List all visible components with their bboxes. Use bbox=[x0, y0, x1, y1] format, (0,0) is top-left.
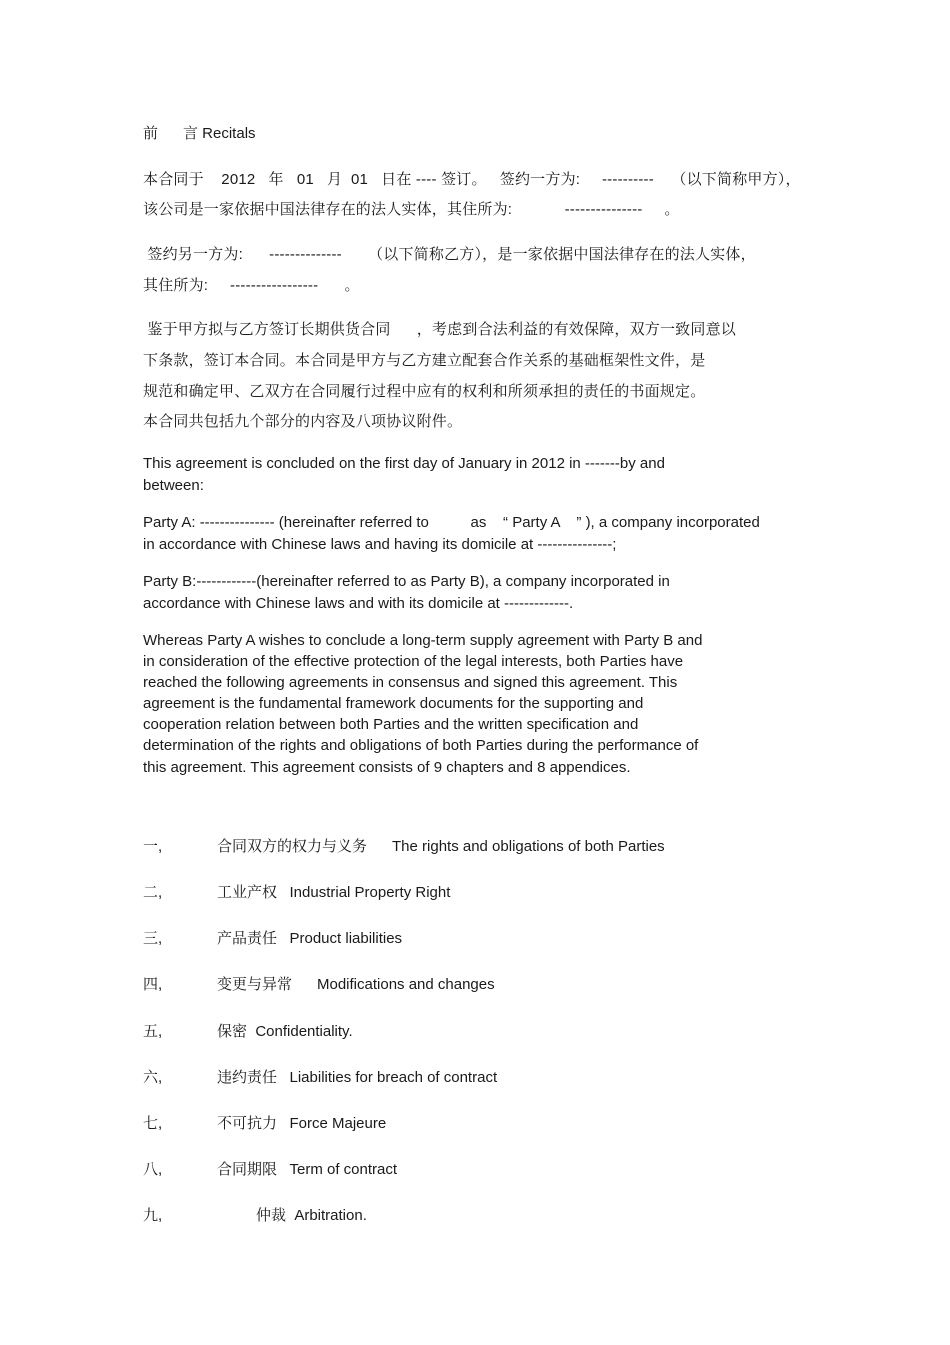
en-p4-line-2: in consideration of the effective protection of the legal interests, both Parties have bbox=[143, 653, 684, 670]
toc-number: 一, bbox=[143, 838, 163, 855]
toc-title: 变更与异常 Modifications and changes bbox=[217, 976, 495, 993]
toc-number: 六, bbox=[143, 1069, 163, 1086]
toc-title: 工业产权 Industrial Property Right bbox=[217, 884, 451, 901]
en-p4-line-7: this agreement. This agreement consists of 9 chapters and 8 appendices. bbox=[143, 759, 631, 776]
toc-number: 九, bbox=[143, 1207, 163, 1224]
zh-p3-line-3: 规范和确定甲、乙双方在合同履行过程中应有的权利和所须承担的责任的书面规定。 bbox=[143, 383, 706, 400]
toc-number: 二, bbox=[143, 884, 163, 901]
en-p4-line-4: agreement is the fundamental framework documents for the supporting and bbox=[143, 695, 644, 712]
en-p4-line-3: reached the following agreements in consensus and signed this agreement. This bbox=[143, 674, 678, 691]
en-p1-line-1: This agreement is concluded on the first day of January in 2012 in -------by and bbox=[143, 455, 665, 472]
en-p3-line-2: accordance with Chinese laws and with its domicile at -------------. bbox=[143, 595, 574, 612]
recitals-heading: 前 言 Recitals bbox=[143, 125, 256, 142]
toc-title: 不可抗力 Force Majeure bbox=[217, 1115, 387, 1132]
en-p4-line-1: Whereas Party A wishes to conclude a long-term supply agreement with Party B and bbox=[143, 632, 703, 649]
toc-title: 产品责任 Product liabilities bbox=[217, 930, 403, 947]
en-p1-line-2: between: bbox=[143, 477, 204, 494]
zh-p2-line-2: 其住所为: ----------------- 。 bbox=[143, 277, 360, 294]
toc-number: 五, bbox=[143, 1023, 163, 1040]
toc-title: 保密 Confidentiality. bbox=[217, 1023, 353, 1040]
en-p2-line-1: Party A: --------------- (hereinafter referred to as “ Party A ” ), a company incorporated bbox=[143, 514, 760, 531]
en-p2-line-2: in accordance with Chinese laws and having its domicile at ---------------; bbox=[143, 536, 617, 553]
zh-p1-line-2: 该公司是一家依据中国法律存在的法人实体，其住所为: --------------- 。 bbox=[143, 201, 680, 218]
en-p4-line-5: cooperation relation between both Parties and the written specification and bbox=[143, 716, 639, 733]
toc-title: 合同期限 Term of contract bbox=[217, 1161, 398, 1178]
zh-p3-line-1: 鉴于甲方拟与乙方签订长期供货合同 ，考虑到合法利益的有效保障，双方一致同意以 bbox=[143, 321, 736, 338]
toc-number: 七, bbox=[143, 1115, 163, 1132]
toc-title: 合同双方的权力与义务 The rights and obligations of both Parties bbox=[217, 838, 665, 855]
toc-title: 仲裁 Arbitration. bbox=[256, 1207, 367, 1224]
zh-p3-line-4: 本合同共包括九个部分的内容及八项协议附件。 bbox=[143, 413, 463, 430]
zh-p3-line-2: 下条款，签订本合同。本合同是甲方与乙方建立配套合作关系的基础框架性文件，是 bbox=[143, 352, 706, 369]
en-p4-line-6: determination of the rights and obligations of both Parties during the performance of bbox=[143, 737, 699, 754]
toc-title: 违约责任 Liabilities for breach of contract bbox=[217, 1069, 498, 1086]
zh-p2-line-1: 签约另一方为: -------------- （以下简称乙方），是一家依据中国法律存在的法人实体， bbox=[143, 246, 756, 263]
en-p3-line-1: Party B:------------(hereinafter referred to as Party B), a company incorporated in bbox=[143, 573, 670, 590]
zh-p1-line-1: 本合同于 2012 年 01 月 01 日在 ---- 签订。 签约一方为: ---------- （以下简称甲方）， bbox=[143, 171, 801, 188]
toc-number: 四, bbox=[143, 976, 163, 993]
toc-number: 三, bbox=[143, 930, 163, 947]
toc-number: 八, bbox=[143, 1161, 163, 1178]
